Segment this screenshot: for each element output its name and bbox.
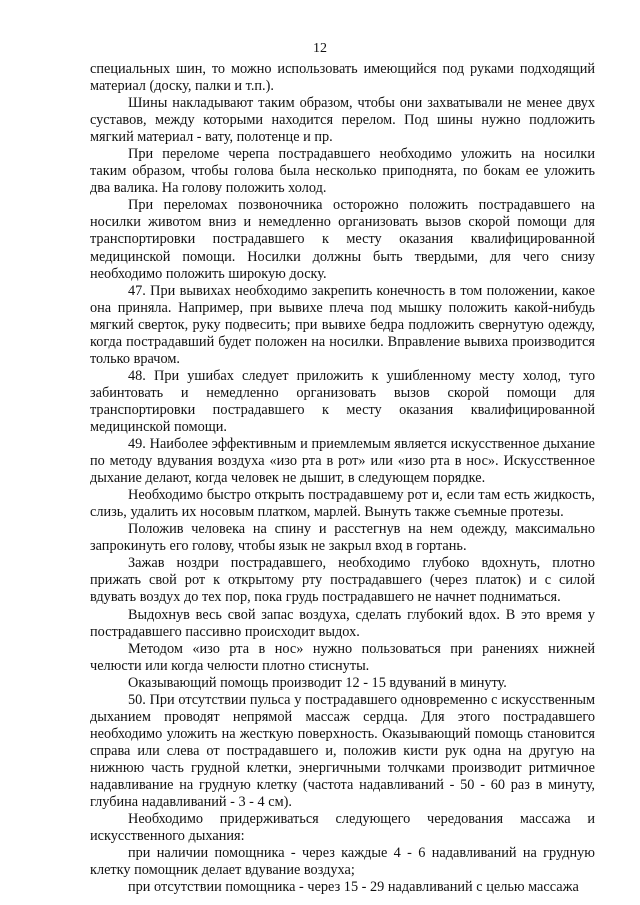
paragraph-7: 49. Наиболее эффективным и приемлемым является искусственное дыхание по методу вдувания воздуха «изо рта в рот» или «изо рта в нос». Искусственное дыхание делают, когда человек не дышит, в следующем порядке. [90,436,595,487]
paragraph-14: 50. При отсутствии пульса у пострадавшего одновременно с искусственным дыханием проводят непрямой массаж сердца. Для этого пострадавшего необходимо уложить на жесткую поверхность. Оказывающий помощь становится справа или слева от пострадавшего и, положив кисти рук одна на другую на нижнюю часть грудной клетки, энергичными толчками производит ритмичное надавливание на грудную клетку (частота надавливаний - 50 - 60 раз в минуту, глубина надавливаний - 3 - 4 см). [90,691,595,811]
paragraph-17: при отсутствии помощника - через 15 - 29 надавливаний с целью массажа [128,879,579,896]
paragraph-12: Методом «изо рта в нос» нужно пользоваться при ранениях нижней челюсти или когда челюсти плотно стиснуты. [90,640,595,674]
paragraph-3: При переломе черепа пострадавшего необходимо уложить на носилки таким образом, чтобы голова была несколько приподнята, по бокам ее уложить два валика. На голову положить холод. [90,146,595,197]
document-body [90,61,595,896]
paragraph-15: Необходимо придерживаться следующего чередования массажа и искусственного дыхания: [90,811,595,845]
paragraph-16: при наличии помощника - через каждые 4 - 6 надавливаний на грудную клетку помощник делает вдувание воздуха; [90,845,595,879]
paragraph-13: Оказывающий помощь производит 12 - 15 вдуваний в минуту. [128,674,507,691]
paragraph-8: Необходимо быстро открыть пострадавшему рот и, если там есть жидкость, слизь, удалить их носовым платком, марлей. Вынуть также съемные протезы. [90,487,595,521]
paragraph-5: 47. При вывихах необходимо закрепить конечность в том положении, какое она приняла. Например, при вывихе плеча под мышку положить какой-нибудь мягкий сверток, руку подвесить; при вывихе бедра подложить свернутую одежду, когда пострадавший будет положен на носилки. Вправление вывиха производится только врачом. [90,282,595,367]
paragraph-11: Выдохнув весь свой запас воздуха, сделать глубокий вдох. В это время у пострадавшего пассивно происходит выдох. [90,606,595,640]
page-number: 12 [313,41,327,56]
paragraph-10: Зажав ноздри пострадавшего, необходимо глубоко вдохнуть, плотно прижать свой рот к открытому рту пострадавшего (через платок) и с силой вдувать воздух до тех пор, пока грудь пострадавшего не начнет подниматься. [90,555,595,606]
paragraph-4: При переломах позвоночника осторожно положить пострадавшего на носилки животом вниз и немедленно организовать вызов скорой помощи для транспортировки пострадавшего к месту оказания квалифицированной медицинской помощи. Носилки должны быть твердыми, для чего снизу необходимо положить широкую доску. [90,197,595,282]
paragraph-1: специальных шин, то можно использовать имеющийся под руками подходящий материал (доску, палки и т.п.). [90,61,595,95]
paragraph-2: Шины накладывают таким образом, чтобы они захватывали не менее двух суставов, между которыми находится перелом. Под шины нужно подложить мягкий материал - вату, полотенце и пр. [90,95,595,146]
paragraph-6: 48. При ушибах следует приложить к ушибленному месту холод, туго забинтовать и немедленно организовать вызов скорой помощи для транспортировки пострадавшего к месту оказания квалифицированной медицинской помощи. [90,367,595,435]
paragraph-9: Положив человека на спину и расстегнув на нем одежду, максимально запрокинуть его голову, чтобы язык не закрыл вход в гортань. [90,521,595,555]
